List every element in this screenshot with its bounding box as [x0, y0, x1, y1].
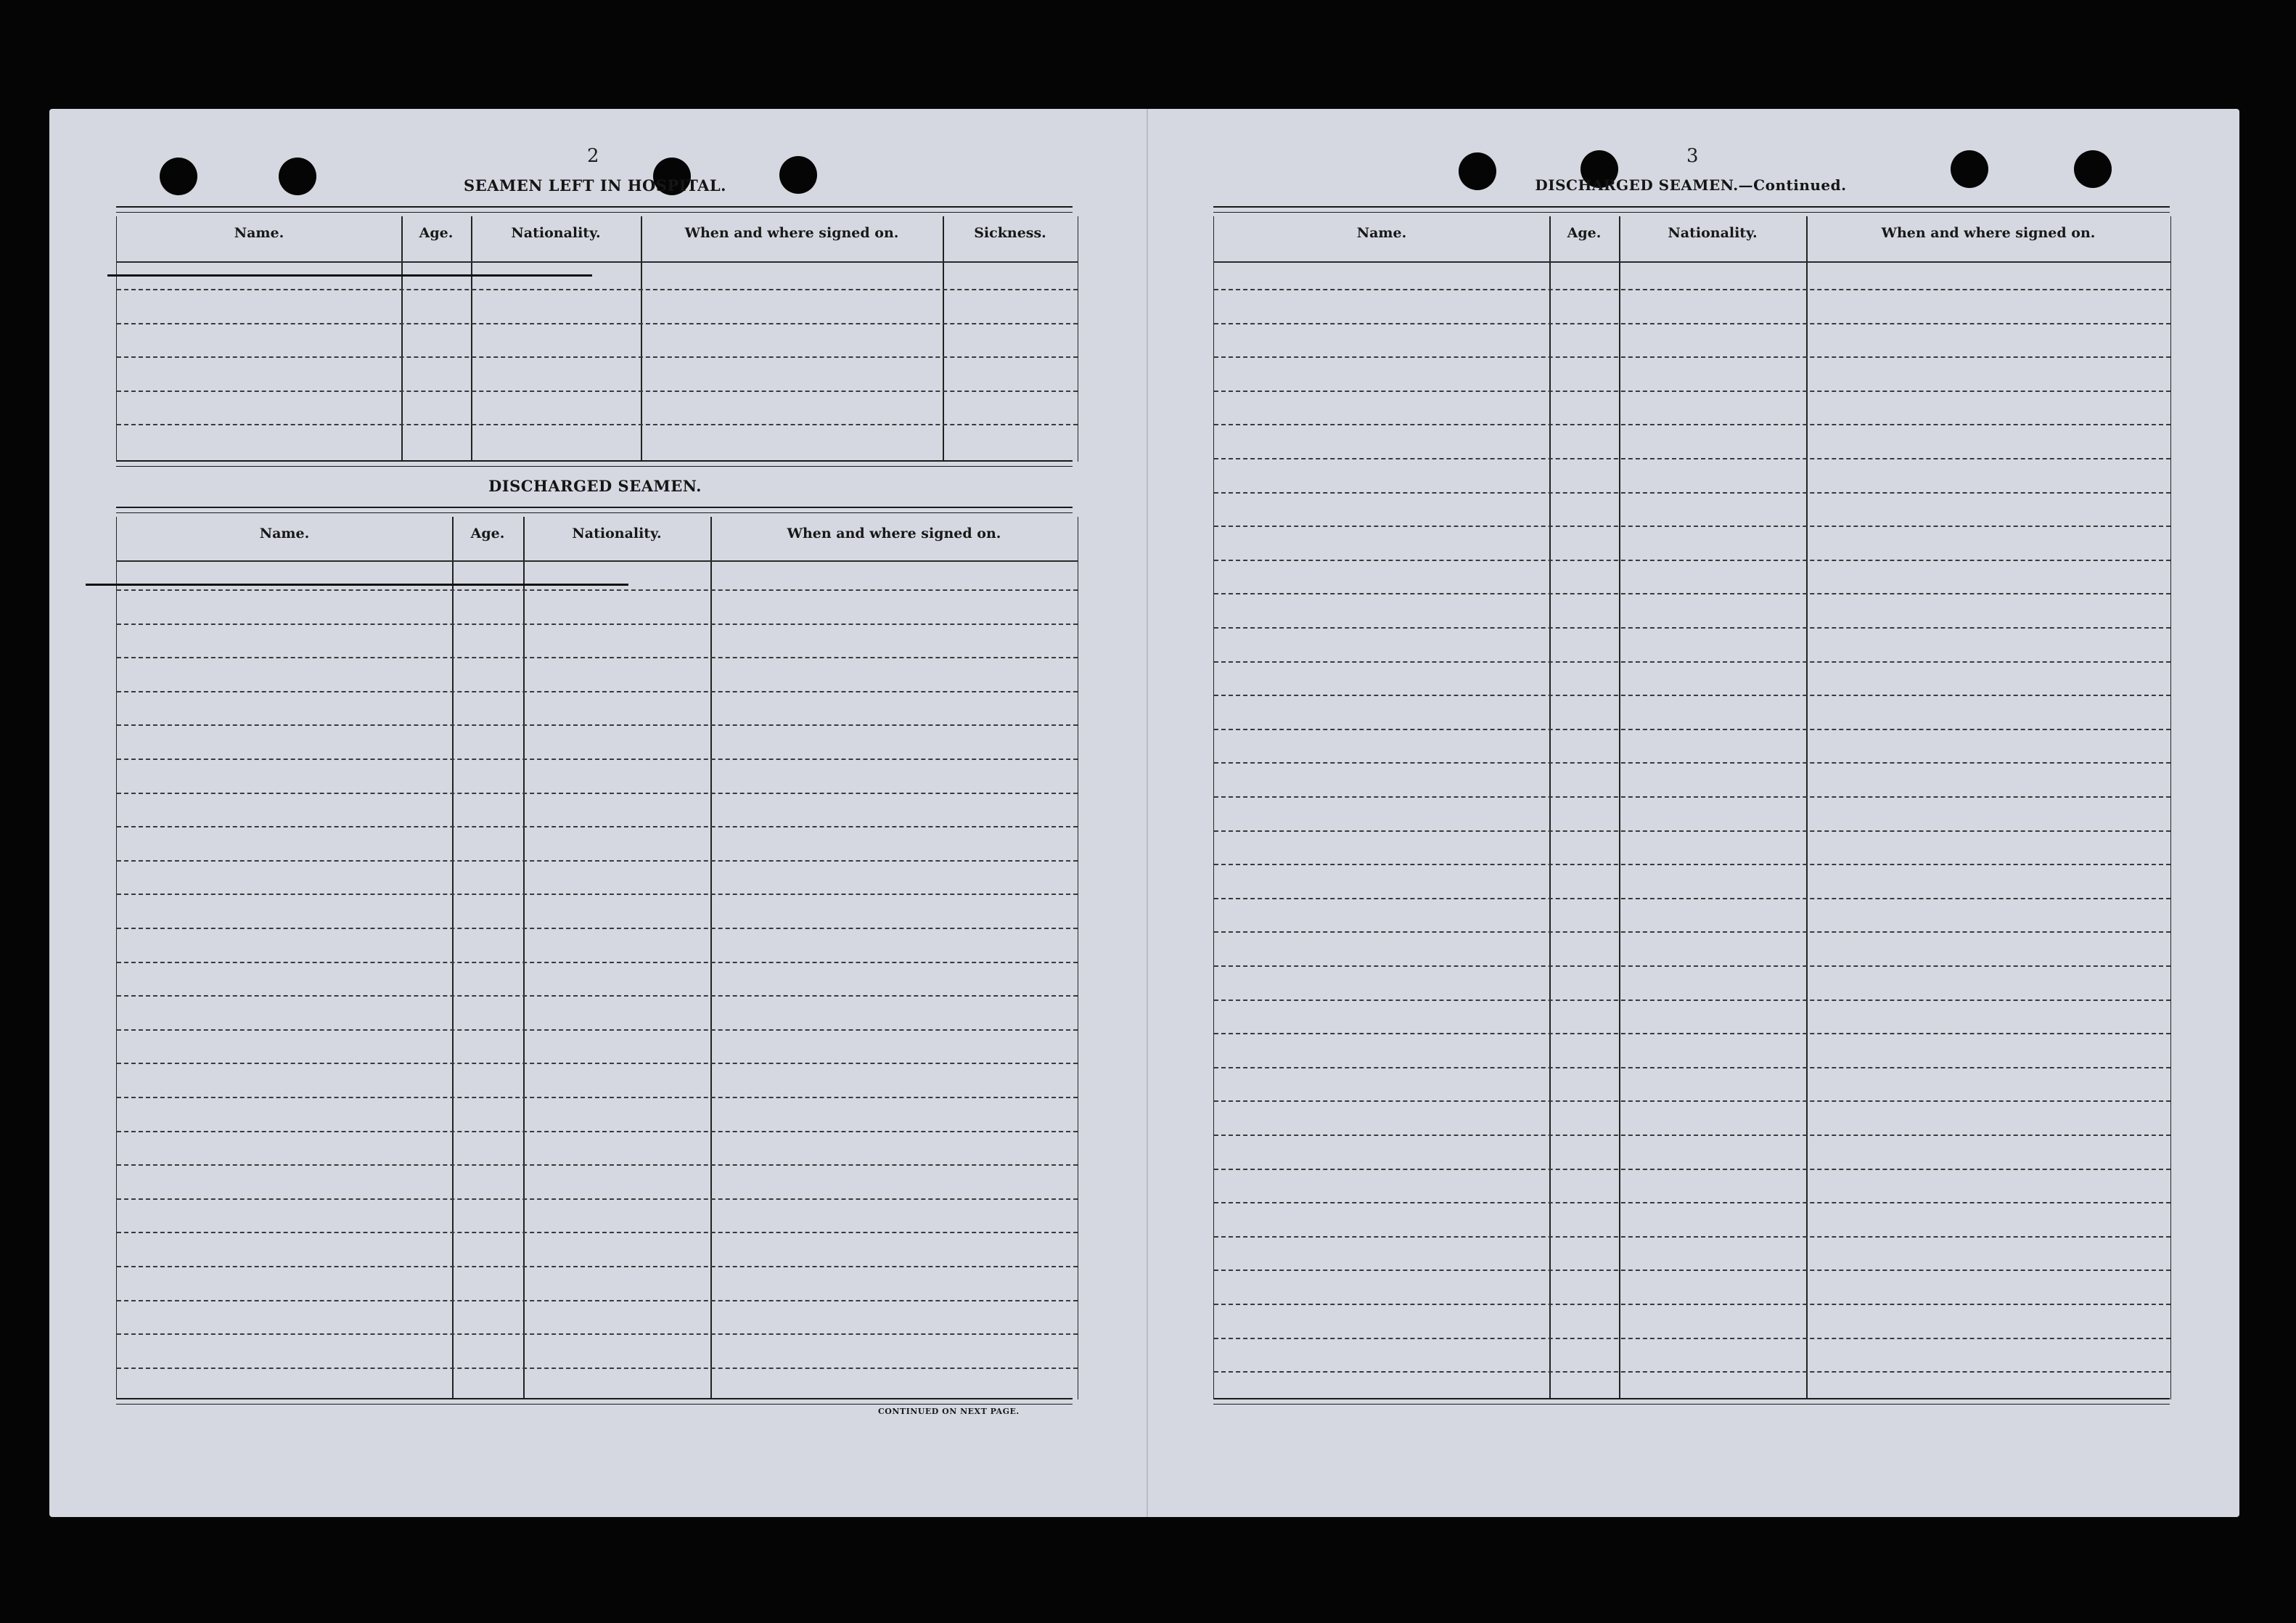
punch-hole: [1459, 152, 1496, 190]
ruled-line: [117, 724, 1078, 726]
column-header-age: Age.: [470, 526, 505, 541]
ruled-line: [117, 323, 1078, 324]
discharged-top-rule: [116, 507, 1073, 508]
ruled-line: [117, 1300, 1078, 1301]
ruled-line: [1214, 593, 2170, 594]
ruled-line: [117, 1097, 1078, 1098]
column-separator: [1549, 216, 1551, 1399]
ruled-line: [1214, 458, 2170, 459]
pen-stroke: [86, 584, 628, 586]
column-header-age: Age.: [419, 225, 454, 241]
ruled-line: [117, 995, 1078, 997]
ruled-line: [117, 894, 1078, 895]
hospital-bottom-rule: [116, 466, 1073, 467]
ruled-line: [1214, 762, 2170, 764]
column-header-signed-on: When and where signed on.: [787, 526, 1001, 541]
ruled-line: [1214, 1033, 2170, 1034]
ruled-line: [1214, 560, 2170, 561]
ruled-line: [117, 691, 1078, 692]
ruled-line: [1214, 424, 2170, 425]
column-header-signed-on: When and where signed on.: [684, 225, 899, 241]
ruled-line: [1214, 898, 2170, 899]
column-header-name: Name.: [1356, 225, 1407, 241]
ruled-line: [117, 657, 1078, 658]
ruled-line: [117, 1029, 1078, 1031]
ruled-line: [1214, 931, 2170, 933]
column-header-nationality: Nationality.: [572, 526, 662, 541]
ruled-line: [1214, 1202, 2170, 1203]
ruled-line: [1214, 1135, 2170, 1136]
header-rule: [1214, 261, 2170, 263]
ruled-line: [117, 759, 1078, 760]
ruled-line: [1214, 627, 2170, 629]
ruled-line: [1214, 661, 2170, 663]
hospital-top-rule: [116, 206, 1073, 208]
right-top-rule: [1213, 206, 2170, 208]
punch-hole: [2074, 150, 2112, 188]
right-bottom-rule: [1213, 1398, 2170, 1399]
ruled-line: [1214, 323, 2170, 324]
ruled-line: [1214, 1169, 2170, 1170]
column-header-nationality: Nationality.: [1668, 225, 1758, 241]
hospital-top-rule: [116, 212, 1073, 213]
hospital-table: [116, 216, 1078, 462]
ruled-line: [117, 424, 1078, 425]
column-header-sickness: Sickness.: [974, 225, 1046, 241]
right-bottom-rule: [1213, 1404, 2170, 1405]
column-header-name: Name.: [234, 225, 284, 241]
punch-hole: [160, 158, 197, 195]
ruled-line: [117, 1333, 1078, 1335]
header-rule: [117, 560, 1078, 562]
ruled-line: [117, 391, 1078, 392]
ruled-line: [1214, 1067, 2170, 1068]
column-header-name: Name.: [259, 526, 310, 541]
column-header-nationality: Nationality.: [511, 225, 601, 241]
ruled-line: [1214, 729, 2170, 730]
punch-hole: [779, 156, 817, 194]
ruled-line: [1214, 1236, 2170, 1238]
pen-stroke: [107, 274, 592, 277]
ruled-line: [117, 1063, 1078, 1064]
ruled-line: [117, 1198, 1078, 1200]
ruled-line: [1214, 356, 2170, 358]
punch-hole: [279, 158, 316, 195]
ruled-line: [1214, 1270, 2170, 1271]
page-number-left: 2: [587, 145, 599, 167]
page-number-right: 3: [1686, 145, 1699, 167]
ruled-line: [117, 1164, 1078, 1166]
discharged-bottom-rule: [116, 1398, 1073, 1399]
ruled-line: [1214, 1338, 2170, 1339]
heading-discharged-seamen: DISCHARGED SEAMEN.: [488, 477, 702, 495]
ruled-line: [117, 1368, 1078, 1369]
ruled-line: [1214, 1100, 2170, 1102]
discharged-top-rule: [116, 512, 1073, 513]
continued-note: CONTINUED ON NEXT PAGE.: [878, 1407, 1020, 1416]
heading-seamen-left-in-hospital: SEAMEN LEFT IN HOSPITAL.: [464, 176, 726, 195]
ruled-line: [1214, 999, 2170, 1001]
column-separator: [1619, 216, 1620, 1399]
heading-discharged-seamen-continued: DISCHARGED SEAMEN.—Continued.: [1535, 176, 1847, 194]
ruled-line: [117, 860, 1078, 862]
ruled-line: [1214, 526, 2170, 527]
column-header-age: Age.: [1567, 225, 1602, 241]
center-fold: [1147, 109, 1148, 1517]
header-rule: [117, 261, 1078, 263]
hospital-bottom-rule: [116, 460, 1073, 462]
ruled-line: [117, 1266, 1078, 1267]
ruled-line: [1214, 289, 2170, 290]
column-header-signed-on: When and where signed on.: [1881, 225, 2096, 241]
ruled-line: [1214, 796, 2170, 798]
ruled-line: [117, 589, 1078, 591]
ruled-line: [1214, 695, 2170, 696]
column-separator: [1806, 216, 1808, 1399]
ruled-line: [1214, 1304, 2170, 1305]
ruled-line: [1214, 965, 2170, 967]
ruled-line: [117, 356, 1078, 358]
ruled-line: [117, 289, 1078, 290]
ruled-line: [117, 624, 1078, 625]
ruled-line: [117, 1131, 1078, 1132]
punch-hole: [1951, 150, 1988, 188]
ruled-line: [117, 962, 1078, 963]
discharged-bottom-rule: [116, 1404, 1073, 1405]
right-top-rule: [1213, 212, 2170, 213]
ruled-line: [1214, 830, 2170, 832]
discharged-table: [116, 517, 1078, 1399]
ruled-line: [117, 793, 1078, 794]
discharged-continued-table: [1213, 216, 2171, 1399]
ruled-line: [1214, 1371, 2170, 1373]
ruled-line: [1214, 492, 2170, 494]
ruled-line: [117, 826, 1078, 827]
ruled-line: [1214, 864, 2170, 865]
ruled-line: [117, 928, 1078, 929]
ruled-line: [117, 1232, 1078, 1233]
ruled-line: [1214, 391, 2170, 392]
